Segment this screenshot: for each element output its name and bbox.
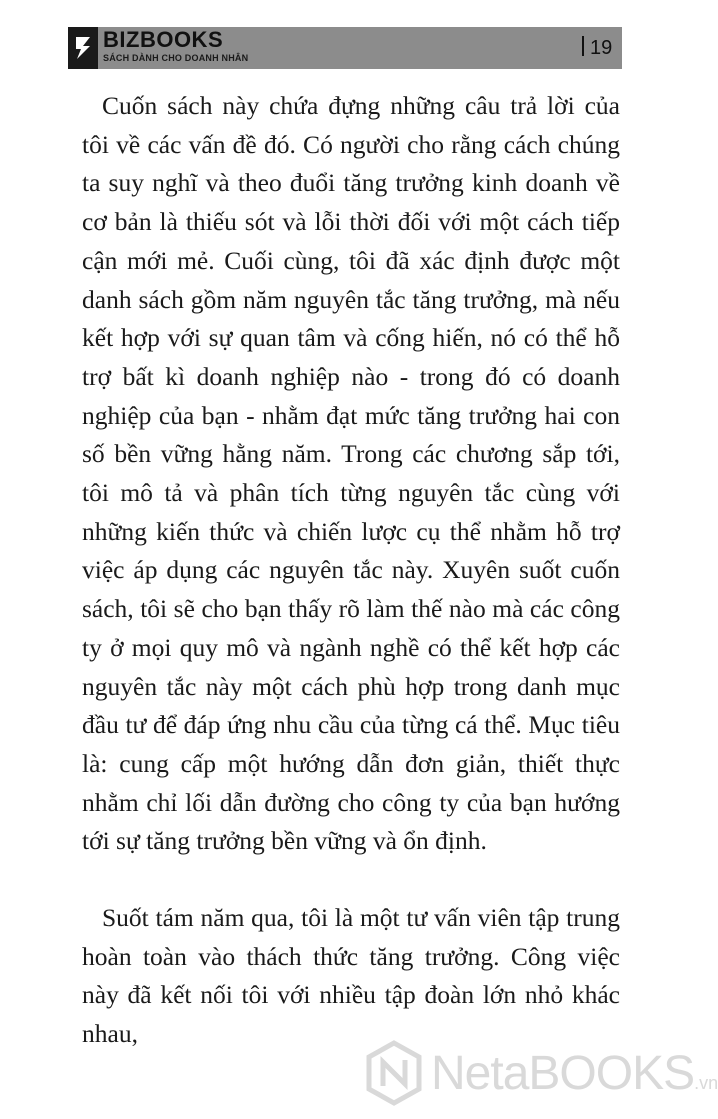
page-number-value: 19: [590, 37, 613, 59]
paragraph: Cuốn sách này chứa đựng những câu trả lời của tôi về các vấn đề đó. Có người cho rằng cách chúng ta suy nghĩ và theo đuổi tăng trưởng kinh doanh về cơ bản là thiếu sót và lỗi thời đối với một cách tiếp cận mới mẻ. Cuối cùng, tôi đã xác định được một danh sách gồm năm nguyên tắc tăng trưởng, mà nếu kết hợp với sự quan tâm và cống hiến, nó có thể hỗ trợ bất kì doanh nghiệp nào - trong đó có doanh nghiệp của bạn - nhằm đạt mức tăng trưởng hai con số bền vững hằng năm. Trong các chương sắp tới, tôi mô tả và phân tích từng nguyên tắc cùng với những kiến thức và chiến lược cụ thể nhằm hỗ trợ việc áp dụng các nguyên tắc này. Xuyên suốt cuốn sách, tôi sẽ cho bạn thấy rõ làm thế nào mà các công ty ở mọi quy mô và ngành nghề có thể kết hợp các nguyên tắc này một cách phù hợp trong danh mục đầu tư để đáp ứng nhu cầu của từng cá thể. Mục tiêu là: cung cấp một hướng dẫn đơn giản, thiết thực nhằm chỉ lối dẫn đường cho công ty của bạn hướng tới sự tăng trưởng bền vững và ổn định.: [82, 91, 620, 856]
body-text: [82, 87, 620, 1054]
bizbooks-logo-icon: [68, 27, 98, 69]
watermark-suffix: .vn: [694, 1073, 718, 1093]
watermark-brand: NetaBOOKS: [431, 1047, 695, 1100]
book-mark-icon: [73, 34, 93, 62]
watermark: [365, 1040, 718, 1110]
brand-name: BIZBOOKS: [103, 27, 224, 52]
neta-logo-icon: [365, 1040, 423, 1106]
watermark-text: [431, 1046, 718, 1111]
brand-tagline: SÁCH DÀNH CHO DOANH NHÂN: [103, 53, 249, 63]
page-number: [582, 33, 612, 63]
paragraph: Suốt tám năm qua, tôi là một tư vấn viên tập trung hoàn toàn vào thách thức tăng trưởng. Công việc này đã kết nối tôi với nhiều tập đoàn lớn nhỏ khác nhau,: [82, 903, 620, 1049]
